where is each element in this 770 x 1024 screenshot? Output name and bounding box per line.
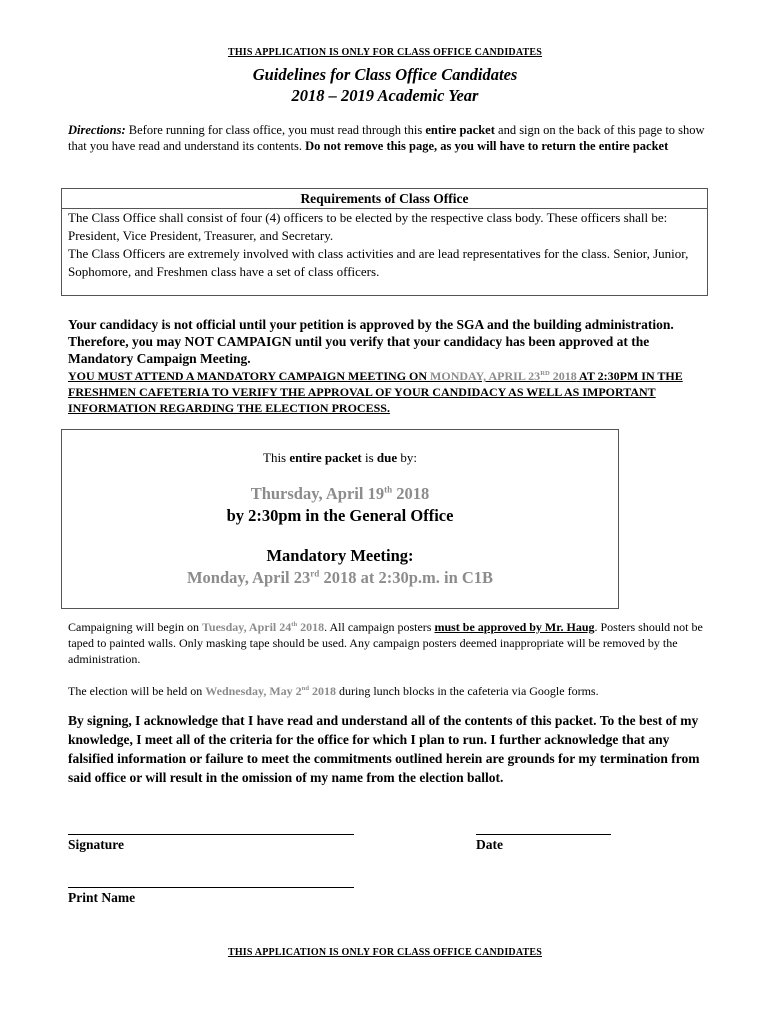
meeting-date: Monday, April 23rd 2018 at 2:30p.m. in C1B xyxy=(186,568,494,587)
print-name-line[interactable] xyxy=(68,887,354,888)
directions-label: Directions: xyxy=(68,123,126,137)
requirements-body xyxy=(68,209,704,281)
mandatory-meeting-notice xyxy=(68,368,708,416)
acknowledgement-paragraph: By signing, I acknowledge that I have read and understand all of the contents of this packet. To the best of my knowledge, I meet all of the criteria for the office for which I plan to run. I further acknowledge that any falsified information or failure to meet the commitments outlined herein are grounds for my termination from said office or will result in the omission of my name from the election ballot. xyxy=(68,713,700,785)
due-box xyxy=(61,429,619,609)
mandatory-date: MONDAY, APRIL 23RD 2018 xyxy=(430,369,577,383)
due-time: by 2:30pm in the General Office xyxy=(226,506,454,525)
date-line[interactable] xyxy=(476,834,611,835)
election-paragraph: The election will be held on Wednesday, May 2nd 2018 during lunch blocks in the cafeteria via Google forms. xyxy=(68,684,599,698)
directions-bold-1: entire packet xyxy=(425,123,495,137)
date-label: Date xyxy=(476,837,503,852)
footer-notice: THIS APPLICATION IS ONLY FOR CLASS OFFICE CANDIDATES xyxy=(227,947,543,958)
due-intro: This entire packet is due by: xyxy=(263,450,417,465)
candidacy-paragraph: Your candidacy is not official until your petition is approved by the SGA and the building administration. Therefore, you may NOT CAMPAIGN until you verify that your candidacy has been approved at the Mandatory Campaign Meeting. xyxy=(68,317,674,366)
directions-text-2: and sign on the back of this page to show that you have read and understand its contents. xyxy=(68,123,705,153)
approval-requirement: must be approved by Mr. Haug xyxy=(434,620,595,634)
requirements-heading: Requirements of Class Office xyxy=(62,189,707,209)
mandatory-text-2: AT 2:30PM IN THE FRESHMEN CAFETERIA TO VERIFY THE APPROVAL OF YOUR CANDIDACY AS WELL AS IMPORTANT INFORMATION REGARDING THE ELECTION PROCESS. xyxy=(68,369,683,415)
requirements-box xyxy=(61,188,708,296)
due-date: Thursday, April 19th 2018 xyxy=(250,484,430,503)
requirements-para-1: The Class Office shall consist of four (4) officers to be elected by the respective class body. These officers shall be: President, Vice President, Treasurer, and Secretary. xyxy=(68,210,668,243)
academic-year: 2018 – 2019 Academic Year xyxy=(291,86,479,105)
election-date: Wednesday, May 2nd 2018 xyxy=(205,684,336,698)
signature-line[interactable] xyxy=(68,834,354,835)
print-name-label: Print Name xyxy=(68,890,136,905)
campaign-start-date: Tuesday, April 24th 2018 xyxy=(202,620,325,634)
directions-bold-2: Do not remove this page, as you will have to return the entire packet xyxy=(305,139,669,153)
campaigning-paragraph: Campaigning will begin on Tuesday, April 24th 2018. All campaign posters must be approved by Mr. Haug. Posters should not be taped to painted walls. Only masking tape should be used. Any campaign posters deemed inappropriate will be removed by the administration. xyxy=(68,620,703,666)
page-title: Guidelines for Class Office Candidates xyxy=(252,65,518,84)
signature-label: Signature xyxy=(68,837,125,852)
directions-text-1: Before running for class office, you must read through this xyxy=(125,123,426,137)
requirements-para-2: The Class Officers are extremely involved with class activities and are lead representatives for the class. Senior, Junior, Sophomore, and Freshmen class have a set of class officers. xyxy=(68,246,689,279)
directions-paragraph xyxy=(68,122,708,154)
header-notice: THIS APPLICATION IS ONLY FOR CLASS OFFICE CANDIDATES xyxy=(227,47,543,58)
mandatory-text-1: YOU MUST ATTEND A MANDATORY CAMPAIGN MEETING ON xyxy=(68,369,431,383)
meeting-label: Mandatory Meeting: xyxy=(266,546,414,565)
